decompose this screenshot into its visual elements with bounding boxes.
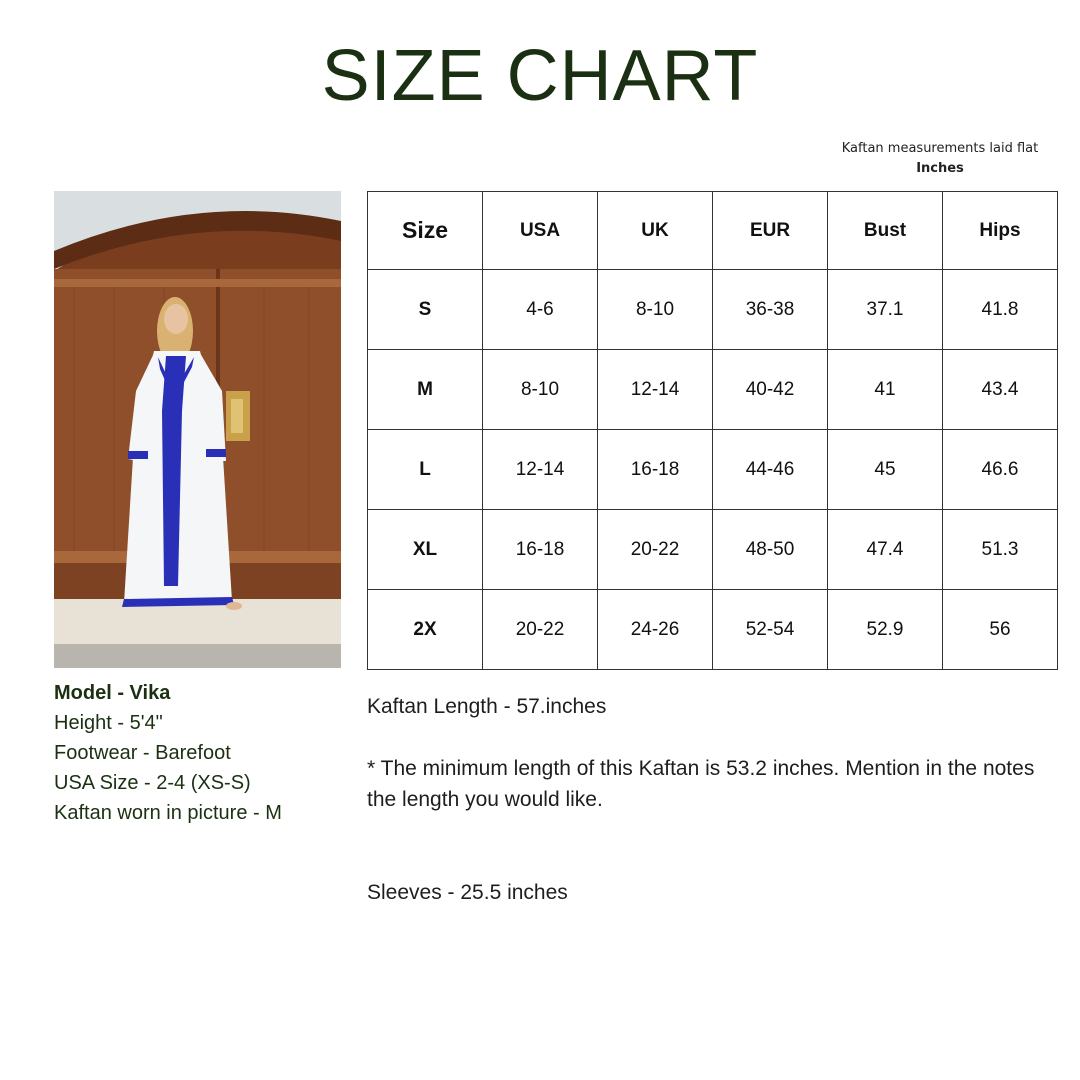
table-cell: 41.8 — [943, 270, 1058, 350]
column-header: Size — [368, 192, 483, 270]
table-cell: 52.9 — [828, 590, 943, 670]
column-header: UK — [598, 192, 713, 270]
table-cell: 12-14 — [483, 430, 598, 510]
table-cell: 41 — [828, 350, 943, 430]
table-cell: 20-22 — [598, 510, 713, 590]
table-row — [368, 510, 1058, 590]
sleeves-length: Sleeves - 25.5 inches — [367, 881, 568, 904]
table-cell: 36-38 — [713, 270, 828, 350]
table-cell: 51.3 — [943, 510, 1058, 590]
size-cell: 2X — [368, 590, 483, 670]
min-length-note: * The minimum length of this Kaftan is 53.2 inches. Mention in the notes the length you would like. — [367, 757, 1035, 811]
table-cell: 24-26 — [598, 590, 713, 670]
model-footwear: Footwear - Barefoot — [54, 742, 231, 764]
table-cell: 45 — [828, 430, 943, 510]
table-cell: 47.4 — [828, 510, 943, 590]
table-cell: 44-46 — [713, 430, 828, 510]
column-header: USA — [483, 192, 598, 270]
model-kaftan-worn: Kaftan worn in picture - M — [54, 802, 282, 824]
table-cell: 56 — [943, 590, 1058, 670]
table-row — [368, 350, 1058, 430]
table-cell: 40-42 — [713, 350, 828, 430]
size-cell: XL — [368, 510, 483, 590]
table-cell: 16-18 — [598, 430, 713, 510]
table-header-row — [368, 192, 1058, 270]
size-cell: L — [368, 430, 483, 510]
size-cell: M — [368, 350, 483, 430]
column-header: Hips — [943, 192, 1058, 270]
page-title: SIZE CHART — [321, 36, 759, 116]
table-cell: 37.1 — [828, 270, 943, 350]
model-info — [54, 678, 354, 828]
measurement-note: Kaftan measurements laid flat — [841, 141, 1039, 156]
size-cell: S — [368, 270, 483, 350]
size-table — [367, 191, 1058, 670]
table-cell: 48-50 — [713, 510, 828, 590]
table-cell: 8-10 — [598, 270, 713, 350]
model-height: Height - 5'4" — [54, 712, 163, 734]
measurement-unit: Inches — [916, 161, 964, 176]
table-cell: 4-6 — [483, 270, 598, 350]
kaftan-length: Kaftan Length - 57.inches — [367, 695, 607, 718]
table-cell: 20-22 — [483, 590, 598, 670]
column-header: EUR — [713, 192, 828, 270]
model-photo — [54, 191, 341, 668]
table-cell: 52-54 — [713, 590, 828, 670]
table-cell: 12-14 — [598, 350, 713, 430]
column-header: Bust — [828, 192, 943, 270]
table-row — [368, 270, 1058, 350]
table-row — [368, 590, 1058, 670]
model-name: Model - Vika — [54, 682, 171, 704]
table-cell: 43.4 — [943, 350, 1058, 430]
table-cell: 46.6 — [943, 430, 1058, 510]
table-cell: 16-18 — [483, 510, 598, 590]
table-cell: 8-10 — [483, 350, 598, 430]
table-row — [368, 430, 1058, 510]
model-usa-size: USA Size - 2-4 (XS-S) — [54, 772, 251, 794]
